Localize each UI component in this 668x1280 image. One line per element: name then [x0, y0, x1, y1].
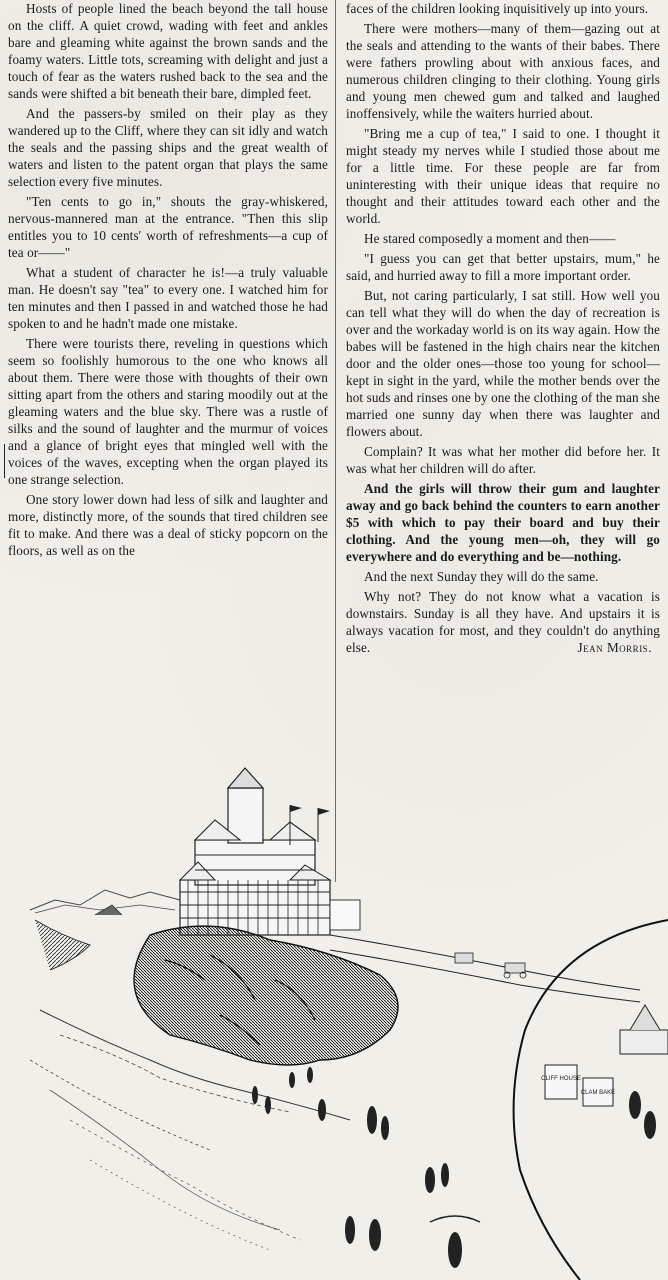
- right-paragraph-5: But, not caring particularly, I sat still. How well you can tell what they will do when the day of recreation is over and the workaday world is on its way again. How the babes will be fastened in the high chairs near the kitchen door and the older ones—those too young for school—kept in sight in the yard, while the mother bends over the hot suds and rinses one by one the clothing of the man she married one sunny day when there was laughter and flowers about.: [346, 288, 660, 439]
- left-paragraph-4: What a student of character he is!—a truly valuable man. He doesn't say "tea" to every one. I watched him for ten minutes and then I passed in and watched those he had spoken to and he hadn't made one mistake.: [8, 265, 328, 331]
- right-article-column: [346, 0, 660, 659]
- right-paragraph-9: [346, 588, 660, 656]
- column-divider: [335, 0, 336, 882]
- author-signature: Jean Morris.: [577, 640, 652, 655]
- cliff-house-illustration: [0, 760, 668, 1280]
- right-paragraph-9-text: Why not? They do not know what a vacation is downstairs. Sunday is all they have. And upstairs it is always vacation for most, and they couldn't do anything else.: [346, 589, 660, 655]
- left-paragraph-6: One story lower down had less of silk and laughter and more, distinctly more, of the sounds that tired children see fit to make. And there was a deal of sticky popcorn on the floors, as well as on the: [8, 492, 328, 558]
- right-paragraph-3: He stared composedly a moment and then——: [364, 231, 616, 246]
- right-paragraph-2: "Bring me a cup of tea," I said to one. I thought it might steady my nerves while I studied those about me for a little time. For these people are far from uninteresting with their unique ideas that require no thought and their attitudes toward each other and the world.: [346, 126, 660, 226]
- cliff-house-building: [180, 768, 360, 935]
- inset-circle-vignette: [514, 920, 668, 1280]
- left-article-column: [8, 0, 328, 562]
- margin-rule: [4, 444, 5, 478]
- left-paragraph-3: "Ten cents to go in," shouts the gray-whiskered, nervous-mannered man at the entrance. "Then this slip entitles you to 10 cents' worth of refreshments—a cup of tea or——": [8, 194, 328, 260]
- inset-sign-2: CLAM BAKE: [580, 1090, 616, 1096]
- beachgoer-figures: [252, 1067, 480, 1268]
- right-paragraph-6: Complain? It was what her mother did before her. It was what her children will do after.: [346, 444, 660, 476]
- right-paragraph-0: faces of the children looking inquisitively up into yours.: [346, 1, 649, 16]
- left-paragraph-2: And the passers-by smiled on their play as they wandered up to the Cliff, where they can sit idly and watch the seals and the passing ships and the great wealth of waters and listen to the patent organ that plays the same selection every five minutes.: [8, 106, 328, 189]
- left-paragraph-5: There were tourists there, reveling in questions which seem so foolishly humorous to the one who knows all about them. There were those with thoughts of their own sitting apart from the others and staring moodily out at the gleaming waters and the blue sky. There was a rustle of silks and the sound of laughter and the murmur of voices and a glance of bright eyes that mingled well with the voices of the waves, excepting when the organ played its one strange selection.: [8, 336, 328, 487]
- right-paragraph-7: And the girls will throw their gum and laughter away and go back behind the counters to earn another $5 with which to pay their board and buy their clothing. And the young men—oh, they will go everywhere and do everything and be—nothing.: [346, 481, 660, 564]
- right-paragraph-1: There were mothers—many of them—gazing out at the seals and attending to the wants of their babes. There were fathers prowling about with anxious faces, and numerous children clinging to their clothing. Young girls and young men chewed gum and talked and laughed inoffensively, while the waiters hurried about.: [346, 21, 660, 121]
- left-paragraph-1: Hosts of people lined the beach beyond the tall house on the cliff. A quiet crowd, wading with feet and ankles bare and gleaming white against the brown sands and the foamy waters. Little tots, screaming with delight and just a touch of fear as the waters rushed back to the sea and the sands were shifted a bit beneath their bare, dimpled feet.: [8, 1, 328, 101]
- rocky-cliff: [134, 926, 398, 1065]
- inset-sign-1: CLIFF HOUSE: [541, 1076, 581, 1082]
- right-paragraph-8: And the next Sunday they will do the same.: [364, 569, 599, 584]
- right-paragraph-4: "I guess you can get that better upstairs, mum," he said, and hurried away to fill a more important order.: [346, 251, 660, 283]
